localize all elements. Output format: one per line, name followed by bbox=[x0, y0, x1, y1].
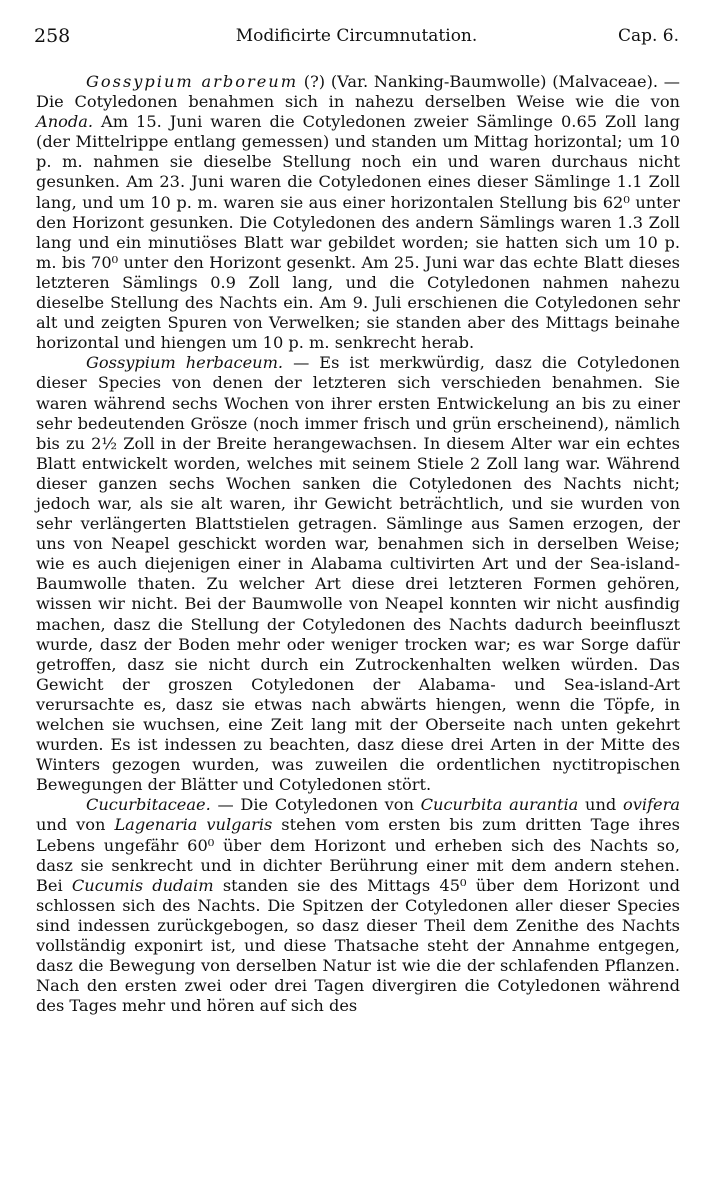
page-number: 258 bbox=[34, 25, 71, 47]
paragraph-text: stehen vom ersten bis zum dritten Tage ihres Lebens ungefähr 60⁰ über dem Horizont und erheben sich des Nachts so, dasz sie senkrecht und in dichter Berührung einer mit dem andern stehen. Bei bbox=[36, 815, 680, 895]
running-header bbox=[34, 22, 679, 50]
species-name: ovifera bbox=[622, 795, 680, 815]
family-name: Cucurbitaceae. bbox=[86, 795, 211, 815]
paragraph-gossypium-herbaceum bbox=[36, 353, 680, 795]
species-name: Cucumis dudaim bbox=[71, 875, 214, 895]
species-name: Anoda. bbox=[36, 112, 94, 132]
species-name: Gossypium herbaceum. bbox=[86, 353, 284, 373]
body-text bbox=[36, 72, 680, 1016]
species-name: Gossypium arboreum bbox=[86, 72, 299, 91]
paragraph-text: — Die Cotyledonen von bbox=[210, 795, 421, 815]
species-name: Lagenaria vulgaris bbox=[114, 815, 273, 835]
paragraph-text: und von bbox=[36, 815, 115, 835]
chapter-label: Cap. 6. bbox=[617, 26, 679, 46]
paragraph-text: — Es ist merkwürdig, dasz die Cotyledonen dieser Species von denen der letzteren sich verschieden benahmen. Sie waren während sechs Wochen von ihrer ersten Entwickelung an bis zu einer sehr bedeutenden Grösze (noch immer frisch und grün erscheinend), nämlich bis zu 2½ Zoll in der Breite herangewachsen. In diesem Alter war ein echtes Blatt entwickelt worden, welches mit seinem Stiele 2 Zoll lang war. Während dieser ganzen sechs Wochen sanken die Cotyledonen des Nachts nicht; jedoch war, als sie alt waren, ihr Gewicht beträchtlich, und sie wurden von sehr verlängerten Blattstielen getragen. Sämlinge aus Samen erzogen, der uns von Neapel geschickt worden war, benahmen sich in derselben Weise; wie es auch diejenigen einer in Alabama cultivirten Art und der Sea-island-Baumwolle thaten. Zu welcher Art diese drei letzteren Formen gehören, wissen wir nicht. Bei der Baumwolle von Neapel konnten wir nicht ausfindig machen, dasz die Stellung der Cotyledonen des Nachts dadurch beeinfluszt wurde, dasz der Boden mehr oder weniger trocken war; es war Sorge dafür getroffen, dasz sie nicht durch ein Zutrockenhalten welken würden. Das Gewicht der groszen Cotyledonen der Alabama- und Sea-island-Art verursachte es, dasz sie etwas nach abwärts hiengen, wenn die Töpfe, in welchen sie wuchsen, eine Zeit lang mit der Oberseite nach unten gekehrt wurden. Es ist indessen zu beachten, dasz diese drei Arten in der Mitte des Winters gezogen wurden, was zuweilen die ordentlichen nyctitropischen Bewegungen der Blätter und Cotyledonen stört. bbox=[36, 353, 680, 795]
paragraph-text: und bbox=[578, 795, 623, 815]
paragraph-text: (?) (Var. Nanking-Baumwolle) (Malvaceae). — Die Cotyledonen benahmen sich in nahezu derselben Weise wie die von bbox=[36, 72, 680, 112]
species-name: Cucurbita aurantia bbox=[420, 795, 579, 815]
paragraph-cucurbitaceae bbox=[36, 795, 680, 1016]
paragraph-text: standen sie des Mittags 45⁰ über dem Horizont und schlossen sich des Nachts. Die Spitzen der Cotyledonen aller dieser Species sind indessen zurückgebogen, so dasz dieser Theil dem Zenithe des Nachts vollständig exponirt ist, und diese Thatsache steht der Annahme entgegen, dasz die Bewegung von derselben Natur ist wie die der schlafenden Pflanzen. Nach den ersten zwei oder drei Tagen divergiren die Cotyledonen während des Tages mehr und hören auf sich des bbox=[36, 875, 680, 1016]
running-title: Modificirte Circumnutation. bbox=[235, 26, 478, 46]
paragraph-gossypium-arboreum bbox=[36, 72, 680, 353]
paragraph-text: Am 15. Juni waren die Cotyledonen zweier Sämlinge 0.65 Zoll lang (der Mittelrippe entlang gemessen) und standen um Mittag horizontal; um 10 p. m. nahmen sie dieselbe Stellung noch ein und waren durchaus nicht gesunken. Am 23. Juni waren die Cotyledonen eines dieser Sämlinge 1.1 Zoll lang, und um 10 p. m. waren sie aus einer horizontalen Stellung bis 62⁰ unter den Horizont gesunken. Die Cotyledonen des andern Sämlings waren 1.3 Zoll lang und ein minutiöses Blatt war gebildet worden; sie hatten sich um 10 p. m. bis 70⁰ unter den Horizont gesenkt. Am 25. Juni war das echte Blatt dieses letzteren Sämlings 0.9 Zoll lang, und die Cotyledonen nahmen nahezu dieselbe Stellung des Nachts ein. Am 9. Juli erschienen die Cotyledonen sehr alt und zeigten Spuren von Verwelken; sie standen aber des Mittags beinahe horizontal und hiengen um 10 p. m. senkrecht herab. bbox=[36, 112, 680, 353]
